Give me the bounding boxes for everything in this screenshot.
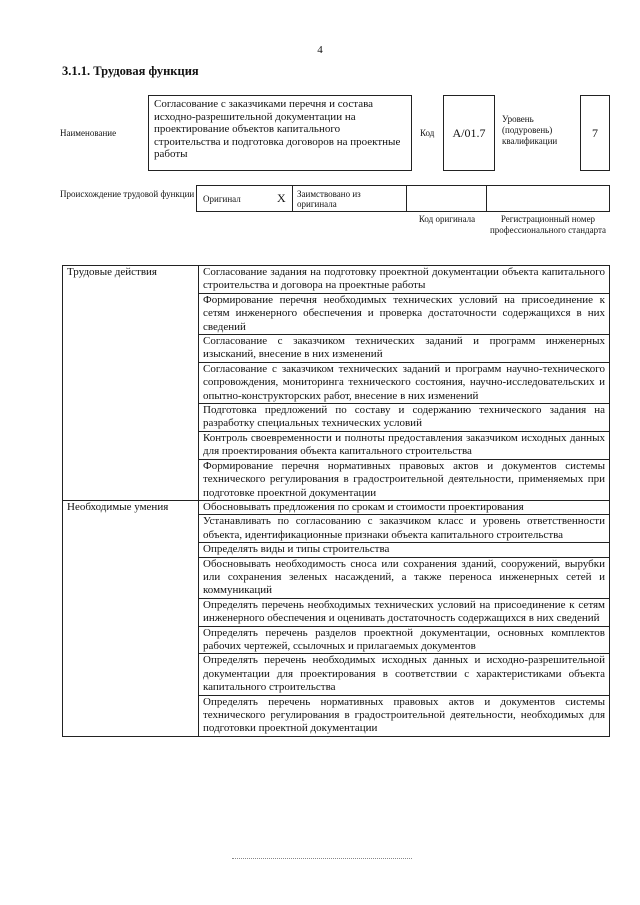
function-table — [62, 265, 610, 737]
function-code-box: A/01.7 — [443, 95, 495, 171]
section-title: Необходимые умения — [63, 500, 199, 736]
table-cell: Контроль своевременности и полноты предоставления заказчиком исходных данных для проектирования объекта капитального строительства — [199, 431, 610, 459]
function-name-box: Согласование с заказчиками перечня и состава исходно-разрешительной документации на проектирование объектов капитального строительства и подготовка договоров на проектные работы — [148, 95, 412, 171]
reg-number-label: Регистрационный номер профессионального стандарта — [489, 214, 607, 235]
table-cell: Устанавливать по согласованию с заказчиком класс и уровень ответственности объекта, идентификационные признаки объекта капитального строительства — [199, 515, 610, 543]
original-mark: X — [277, 191, 286, 205]
code-original-cell — [407, 186, 487, 211]
borrowed-cell — [293, 186, 407, 211]
table-cell: Подготовка предложений по составу и содержанию технического задания на разработку специальных технических условий — [199, 404, 610, 432]
level-label — [502, 114, 572, 147]
original-label: Оригинал — [203, 194, 241, 204]
page-number: 4 — [317, 44, 323, 56]
table-cell: Определять перечень разделов проектной документации, основных комплектов рабочих чертежей, ссылочных и прилагаемых документов — [199, 626, 610, 654]
origin-box — [196, 185, 610, 212]
code-label: Код — [420, 128, 435, 138]
table-cell: Определять перечень необходимых исходных данных и исходно-разрешительной документации для проектирования в соответствии с характеристиками объекта капитального строительства — [199, 654, 610, 695]
table-cell: Согласование с заказчиком технических заданий и программ инженерных изысканий, внесение в них изменений — [199, 335, 610, 363]
table-cell: Обосновывать необходимость сноса или сохранения зданий, сооружений, вырубки или сохранения зеленых насаждений, а также переноса инженерных сетей и коммуникаций — [199, 557, 610, 598]
section-heading: 3.1.1. Трудовая функция — [62, 64, 199, 78]
table-cell: Определять виды и типы строительства — [199, 543, 610, 557]
table-cell: Обосновывать предложения по срокам и стоимости проектирования — [199, 500, 610, 514]
code-original-label: Код оригинала — [418, 214, 476, 224]
original-cell — [197, 186, 293, 211]
section-title: Трудовые действия — [63, 266, 199, 501]
table-cell: Формирование перечня необходимых технических условий на присоединение к сетям инженерного обеспечения и проверка достаточности содержащихся в них сведений — [199, 293, 610, 334]
origin-label: Происхождение трудовой функции — [60, 189, 195, 199]
name-label: Наименование — [60, 128, 117, 138]
reg-number-cell — [487, 186, 609, 211]
table-cell: Определять перечень нормативных правовых актов и документов системы технического регулирования в градостроительной деятельности, необходимых для подготовки проектной документации — [199, 695, 610, 736]
table-cell: Формирование перечня нормативных правовых актов и документов системы технического регулирования в градостроительной деятельности, применяемых при подготовке проектной документации — [199, 459, 610, 500]
level-label-text: Уровень (подуровень) квалификации — [502, 114, 558, 146]
divider — [232, 858, 412, 859]
table-cell: Согласование задания на подготовку проектной документации объекта капитального строительства и договора на проектные работы — [199, 266, 610, 294]
borrowed-label: Заимствовано из оригинала — [297, 189, 361, 209]
table-row — [63, 266, 610, 294]
table-cell: Согласование с заказчиком технических заданий и программ научно-технического сопровождения, мониторинга технического состояния, научно-исследовательских и опытно-конструкторских работ, внесение в них изменений — [199, 362, 610, 403]
table-row — [63, 500, 610, 514]
table-cell: Определять перечень необходимых технических условий на присоединение к сетям инженерного обеспечения и оценивать достаточность содержащихся в них сведений — [199, 598, 610, 626]
level-value-box: 7 — [580, 95, 610, 171]
